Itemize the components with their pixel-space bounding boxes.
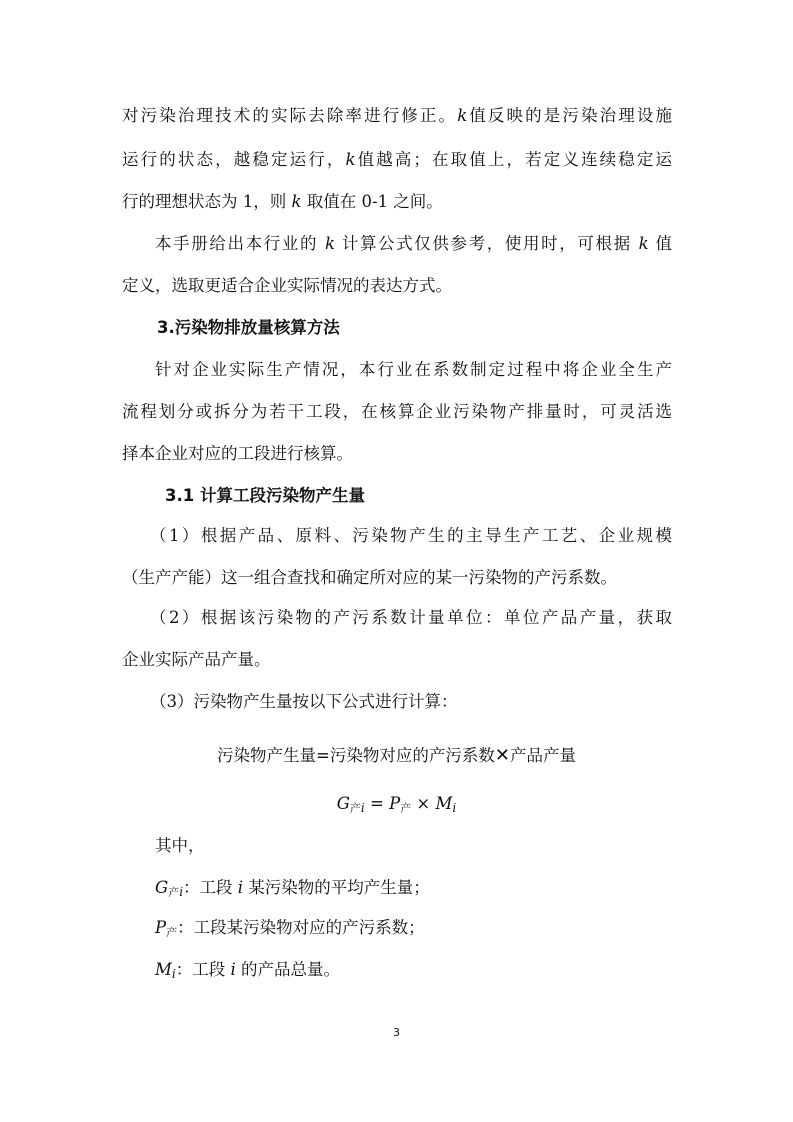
paragraph-1-line-1: 对污染治理技术的实际去除率进行修正。k值反映的是污染治理设施 (122, 106, 673, 125)
section-heading-3: 3.污染物排放量核算方法 (157, 318, 340, 337)
step-3-line: （3）污染物产生量按以下公式进行计算： (150, 692, 458, 711)
where-label: 其中， (155, 836, 205, 855)
formula-math: $G_{产i} = P_产 \times M_i$ (336, 794, 457, 815)
paragraph-2-line-2: 定义，选取更适合企业实际情况的表达方式。 (122, 276, 452, 295)
formula-text: 污染物产生量=污染物对应的产污系数✕产品产量 (217, 745, 576, 766)
paragraph-1-line-3: 行的理想状态为 1，则 k 取值在 0-1 之间。 (122, 192, 443, 211)
paragraph-2-line-1: 本手册给出本行业的 k 计算公式仅供参考，使用时，可根据 k 值 (155, 234, 672, 253)
step-2-line-2: 企业实际产品产量。 (122, 650, 271, 669)
definition-m: $M_i$：工段 i 的产品总量。 (155, 960, 341, 981)
paragraph-3-line-1: 针对企业实际生产情况，本行业在系数制定过程中将企业全生产 (155, 360, 672, 379)
times-icon: ✕ (494, 745, 510, 766)
page-number: 3 (393, 1026, 400, 1039)
paragraph-3-line-3: 择本企业对应的工段进行核算。 (122, 444, 353, 463)
paragraph-1-line-2: 运行的状态，越稳定运行，k值越高；在取值上，若定义连续稳定运 (122, 150, 673, 169)
definition-g: $G_{产i}$：工段 i 某污染物的平均产生量； (155, 878, 430, 899)
definition-p: $P_产$：工段某污染物对应的产污系数； (155, 918, 425, 939)
step-1-line-1: （1）根据产品、原料、污染物产生的主导生产工艺、企业规模 (150, 526, 672, 545)
section-heading-3-1: 3.1 计算工段污染物产生量 (165, 486, 365, 505)
step-1-line-2: （生产产能）这一组合查找和确定所对应的某一污染物的产污系数。 (122, 568, 617, 587)
paragraph-3-line-2: 流程划分或拆分为若干工段，在核算企业污染物产排量时，可灵活选 (122, 402, 672, 421)
step-2-line-1: （2）根据该污染物的产污系数计量单位：单位产品产量，获取 (150, 608, 672, 627)
